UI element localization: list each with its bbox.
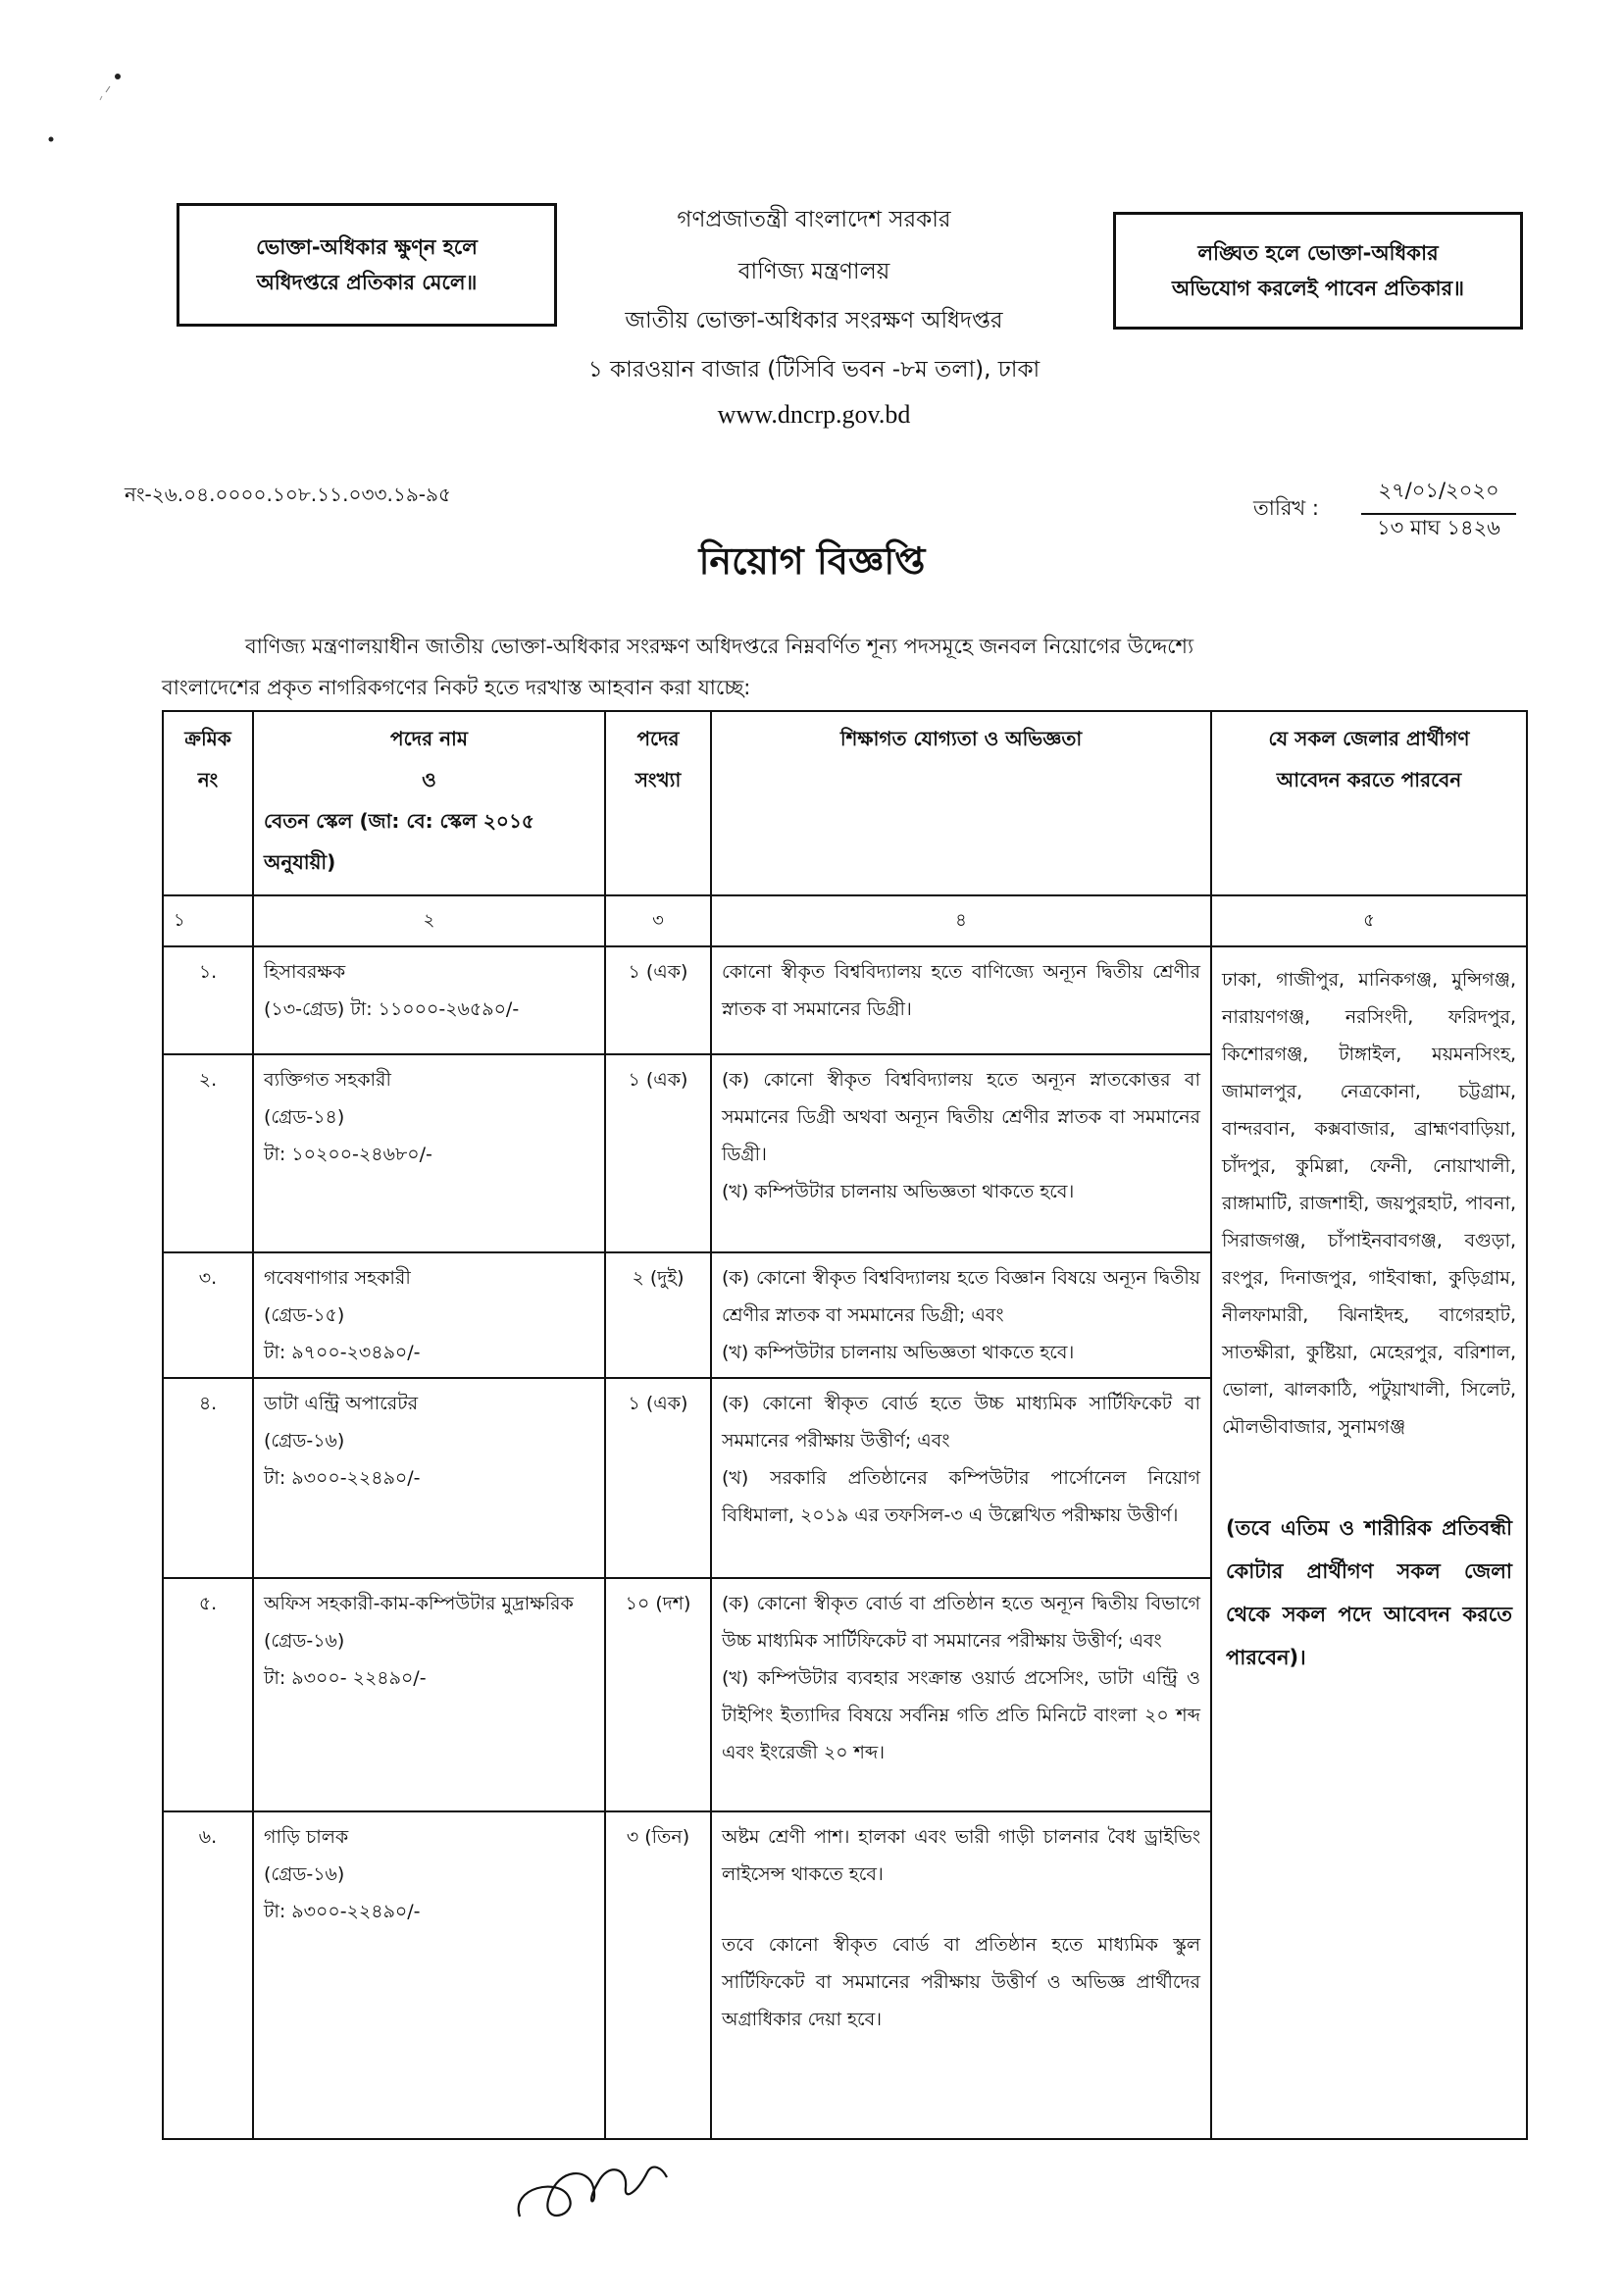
signature [500, 2138, 686, 2236]
header-address: ১ কারওয়ান বাজার (টিসিবি ভবন -৮ম তলা), ঢাকা [587, 357, 1040, 382]
table-header-row [163, 711, 1527, 895]
header-government: গণপ্রজাতন্ত্রী বাংলাদেশ সরকার [677, 207, 951, 232]
header-serial [163, 711, 253, 895]
post-line: ডাটা এন্ট্রি অপারেটর [264, 1393, 419, 1414]
stray-marks [39, 59, 137, 157]
row-count: ১ (এক) [605, 1378, 711, 1578]
row-count: ১০ (দশ) [605, 1578, 711, 1811]
districts-cell [1211, 946, 1527, 2139]
column-number: ৪ [711, 895, 1211, 946]
qualification-line: (খ) কম্পিউটার চালনায় অভিজ্ঞতা থাকতে হবে। [722, 1342, 1075, 1363]
row-qualification [711, 946, 1211, 1054]
row-post [253, 1252, 605, 1378]
row-serial: ৩. [163, 1252, 253, 1378]
header-website: www.dncrp.gov.bd [717, 400, 911, 429]
header-text: যে সকল জেলার প্রার্থীগণ [1268, 727, 1470, 750]
row-post [253, 946, 605, 1054]
post-line: অফিস সহকারী-কাম-কম্পিউটার মুদ্রাক্ষরিক [264, 1593, 574, 1614]
header-text: ক্রমিক [184, 727, 231, 750]
header-ministry: বাণিজ্য মন্ত্রণালয় [737, 259, 890, 284]
post-line: (গ্রেড-১৬) [264, 1863, 345, 1885]
row-post [253, 1054, 605, 1252]
post-line: টা: ৯৭০০-২৩৪৯০/- [264, 1342, 421, 1363]
qualification-line: কোনো স্বীকৃত বিশ্ববিদ্যালয় হতে বাণিজ্যে অন্যূন দ্বিতীয় শ্রেণীর স্নাতক বা সমমানের ডিগ্রী। [722, 961, 1200, 1020]
row-serial: ৫. [163, 1578, 253, 1811]
row-post [253, 1578, 605, 1811]
post-line: গাড়ি চালক [264, 1826, 349, 1848]
date-bangla: ১৩ মাঘ ১৪২৬ [1377, 516, 1500, 539]
post-line: (১৩-গ্রেড) টা: ১১০০০-২৬৫৯০/- [264, 998, 520, 1020]
row-qualification [711, 1378, 1211, 1578]
date-english: ২৭/০১/২০২০ [1361, 475, 1516, 515]
memo-number: নং-২৬.০৪.০০০০.১০৮.১১.০৩৩.১৯-৯৫ [125, 483, 451, 506]
row-post [253, 1811, 605, 2139]
intro-line: বাণিজ্য মন্ত্রণালয়াধীন জাতীয় ভোক্তা-অধিকার সংরক্ষণ অধিদপ্তরে নিম্নবর্ণিত শূন্য পদসমূহে জনবল নিয়োগের উদ্দেশ্যে [245, 635, 1194, 658]
intro-paragraph [162, 626, 1515, 708]
row-post [253, 1378, 605, 1578]
header-post [253, 711, 605, 895]
qualification-line: (ক) কোনো স্বীকৃত বোর্ড বা প্রতিষ্ঠান হতে অন্যূন দ্বিতীয় বিভাগে উচ্চ মাধ্যমিক সার্টিফিকেট বা সমমানের পরীক্ষায় উত্তীর্ণ; এবং [722, 1593, 1200, 1652]
quota-note: (তবে এতিম ও শারীরিক প্রতিবন্ধী কোটার প্রার্থীগণ সকল জেলা থেকে সকল পদে আবেদন করতে পারবেন)। [1226, 1516, 1512, 1669]
post-line: (গ্রেড-১৬) [264, 1630, 345, 1652]
post-line: হিসাবরক্ষক [264, 961, 346, 983]
column-number: ৫ [1211, 895, 1527, 946]
post-line: ব্যক্তিগত সহকারী [264, 1069, 391, 1091]
header-department: জাতীয় ভোক্তা-অধিকার সংরক্ষণ অধিদপ্তর [625, 308, 1003, 333]
column-number: ৩ [605, 895, 711, 946]
header-qualification: শিক্ষাগত যোগ্যতা ও অভিজ্ঞতা [711, 711, 1211, 895]
row-serial: ২. [163, 1054, 253, 1252]
date-label: তারিখ : [1253, 496, 1319, 520]
left-slogan-line: ভোক্তা-অধিকার ক্ষুণ্ন হলে [256, 235, 478, 259]
qualification-line: (খ) সরকারি প্রতিষ্ঠানের কম্পিউটার পার্সোনেল নিয়োগ বিধিমালা, ২০১৯ এর তফসিল-৩ এ উল্লেখিত পরীক্ষায় উত্তীর্ণ। [722, 1467, 1200, 1526]
row-qualification [711, 1578, 1211, 1811]
qualification-line: (খ) কম্পিউটার ব্যবহার সংক্রান্ত ওয়ার্ড প্রসেসিং, ডাটা এন্ট্রি ও টাইপিং ইত্যাদির বিষয়ে সর্বনিম্ন গতি প্রতি মিনিটে বাংলা ২০ শব্দ এবং ইংরেজী ২০ শব্দ। [722, 1667, 1200, 1763]
row-count: ১ (এক) [605, 946, 711, 1054]
qualification-line: অষ্টম শ্রেণী পাশ। হালকা এবং ভারী গাড়ী চালনার বৈধ ড্রাইভিং লাইসেন্স থাকতে হবে। [722, 1826, 1200, 1885]
post-line: টা: ৯৩০০-২২৪৯০/- [264, 1467, 421, 1489]
row-count: ৩ (তিন) [605, 1811, 711, 2139]
table-row [163, 946, 1527, 1054]
post-line: গবেষণাগার সহকারী [264, 1267, 411, 1289]
header-text: পদের [636, 727, 680, 750]
intro-line: বাংলাদেশের প্রকৃত নাগরিকগণের নিকট হতে দরখাস্ত আহবান করা যাচ্ছে: [162, 676, 751, 699]
header-text: বেতন স্কেল (জা: বে: স্কেল ২০১৫ [264, 809, 534, 833]
left-slogan-line: অধিদপ্তরে প্রতিকার মেলে॥ [256, 271, 478, 294]
qualification-line: (ক) কোনো স্বীকৃত বিশ্ববিদ্যালয় হতে বিজ্ঞান বিষয়ে অন্যূন দ্বিতীয় শ্রেণীর স্নাতক বা সমমানের ডিগ্রী; এবং [722, 1267, 1200, 1326]
district-list: ঢাকা, গাজীপুর, মানিকগঞ্জ, মুন্সিগঞ্জ, নারায়ণগঞ্জ, নরসিংদী, ফরিদপুর, কিশোরগঞ্জ, টাঙ্গাইল, ময়মনসিংহ, জামালপুর, নেত্রকোনা, চট্টগ্রাম, বান্দরবান, কক্সবাজার, ব্রাহ্মণবাড়িয়া, চাঁদপুর, কুমিল্লা, ফেনী, নোয়াখালী, রাঙ্গামাটি, রাজশাহী, জয়পুরহাট, পাবনা, সিরাজগঞ্জ, চাঁপাইনবাবগঞ্জ, বগুড়া, রংপুর, দিনাজপুর, গাইবান্ধা, কুড়িগ্রাম, নীলফামারী, ঝিনাইদহ, বাগেরহাট, সাতক্ষীরা, কুষ্টিয়া, মেহেরপুর, বরিশাল, ভোলা, ঝালকাঠি, পটুয়াখালী, সিলেট, মৌলভীবাজার, সুনামগঞ্জ [1222, 969, 1516, 1438]
post-line: (গ্রেড-১৫) [264, 1304, 345, 1326]
header-text: অনুযায়ী) [264, 850, 336, 874]
header-text: সংখ্যা [634, 768, 682, 791]
right-slogan-line: অভিযোগ করলেই পাবেন প্রতিকার॥ [1171, 277, 1465, 300]
row-qualification [711, 1054, 1211, 1252]
post-line: টা: ৯৩০০- ২২৪৯০/- [264, 1667, 427, 1689]
column-number-row [163, 895, 1527, 946]
post-line: (গ্রেড-১৪) [264, 1106, 345, 1128]
right-slogan-line: লঙ্ঘিত হলে ভোক্তা-অধিকার [1197, 241, 1439, 265]
row-count: ১ (এক) [605, 1054, 711, 1252]
header-text: আবেদন করতে পারবেন [1276, 768, 1462, 791]
column-number: ২ [253, 895, 605, 946]
post-line: টা: ৯৩০০-২২৪৯০/- [264, 1901, 421, 1922]
post-line: (গ্রেড-১৬) [264, 1430, 345, 1452]
header-text: নং [197, 768, 219, 791]
header-text: পদের নাম [390, 727, 468, 750]
header-districts [1211, 711, 1527, 895]
qualification-line: (ক) কোনো স্বীকৃত বিশ্ববিদ্যালয় হতে অন্যূন স্নাতকোত্তর বা সমমানের ডিগ্রী অথবা অন্যূন দ্বিতীয় শ্রেণীর স্নাতক বা সমমানের ডিগ্রী। [722, 1069, 1200, 1165]
column-number: ১ [163, 895, 253, 946]
right-slogan-box [1113, 212, 1523, 330]
vacancy-table [162, 710, 1528, 2140]
row-serial: ৬. [163, 1811, 253, 2139]
qualification-line: তবে কোনো স্বীকৃত বোর্ড বা প্রতিষ্ঠান হতে মাধ্যমিক স্কুল সার্টিফিকেট বা সমমানের পরীক্ষায় উত্তীর্ণ ও অভিজ্ঞ প্রার্থীদের অগ্রাধিকার দেয়া হবে। [722, 1934, 1200, 2030]
row-serial: ৪. [163, 1378, 253, 1578]
row-qualification [711, 1811, 1211, 2139]
row-count: ২ (দুই) [605, 1252, 711, 1378]
header-count [605, 711, 711, 895]
row-serial: ১. [163, 946, 253, 1054]
row-qualification [711, 1252, 1211, 1378]
qualification-line: (খ) কম্পিউটার চালনায় অভিজ্ঞতা থাকতে হবে। [722, 1181, 1075, 1202]
page-title: নিয়োগ বিজ্ঞপ্তি [698, 539, 926, 583]
header-text: ও [422, 768, 436, 791]
qualification-line: (ক) কোনো স্বীকৃত বোর্ড হতে উচ্চ মাধ্যমিক সার্টিফিকেট বা সমমানের পরীক্ষায় উত্তীর্ণ; এবং [722, 1393, 1200, 1452]
post-line: টা: ১০২০০-২৪৬৮০/- [264, 1144, 432, 1165]
